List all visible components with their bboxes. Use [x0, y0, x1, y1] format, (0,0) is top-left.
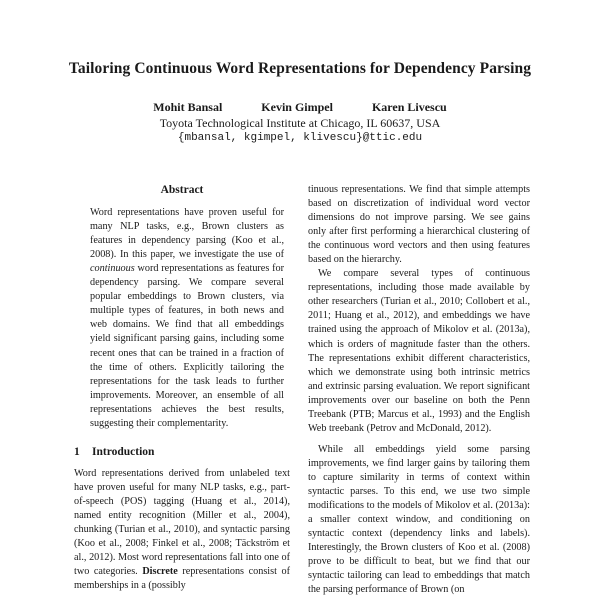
- section-title: Introduction: [92, 445, 155, 458]
- intro-paragraph: [74, 467, 290, 593]
- author-name: Karen Livescu: [371, 100, 447, 114]
- left-column: [74, 183, 290, 593]
- intro-paragraph: We compare several types of continuous representations, including those made available by other researchers (Turian et al., 2010; Collobert et al., 2011; Huang et al., 2012), and embeddings we have trained using the approach of Mikolov et al. (2013a), which is orders of magnitude faster than the others. The representations exhibit different characteristics, which we demonstrate using both intrinsic metrics and extrinsic parsing evaluation. We report significant improvements over our baseline on both the Penn Treebank (PTB; Marcus et al., 1993) and the English Web treebank (Petrov and McDonald, 2012).: [308, 268, 530, 434]
- intro-paragraph: While all embeddings yield some parsing improvements, we find larger gains by tailoring them to capture similarity in terms of context within syntactic parses. To this end, we use two simple modifications to the models of Mikolov et al. (2013a): a smaller context window, and conditioning on syntactic context (dependency links and labels). Interestingly, the Brown clusters of Koo et al. (2008) prove to be difficult to beat, but we find that our syntactic tailoring can lead to embeddings that match the parsing performance of Brown (on: [308, 443, 530, 596]
- intro-text-start: Word representations derived from unlabeled text have proven useful for many NLP tasks, e.g., part-of-speech (POS) tagging (Huang et al., 2014), named entity recognition (Miller et al., 2004), chunking (Turian et al., 2010), and syntactic parsing (Koo et al., 2008; Finkel et al., 2008; Täckström et al., 2012). Most word representations fall into one of two categories.: [74, 467, 290, 578]
- paper-title: Tailoring Continuous Word Representations for Dependency Parsing: [68, 60, 532, 77]
- author-name: Mohit Bansal: [153, 100, 223, 114]
- author-affiliation: Toyota Technological Institute at Chicago, IL 60637, USA: [159, 116, 441, 130]
- intro-bold-term: Discrete: [142, 566, 178, 578]
- abstract-heading: Abstract: [160, 184, 204, 196]
- section-heading: [74, 445, 290, 459]
- right-column: [308, 183, 530, 597]
- abstract-text: [90, 206, 284, 431]
- author-name: Kevin Gimpel: [261, 100, 333, 114]
- abstract-text-start: Word representations have proven useful for many NLP tasks, e.g., Brown clusters as features in dependency parsing (Koo et al., 2008). In this paper, we investigate the use of: [90, 207, 284, 261]
- section-number: 1: [74, 445, 80, 458]
- abstract-emphasis: continuous: [90, 263, 135, 275]
- abstract-text-end: word representations as features for dependency parsing. We compare several popular embeddings to Brown clusters, via multiple types of features, in both news and web domains. We find that all embeddings yield significant parsing gains, including some recent ones that can be trained in a fraction of the time of others. Explicitly tailoring the representations for the task leads to further improvements. Moreover, an ensemble of all representations achieves the best results, suggesting their complementarity.: [90, 263, 284, 429]
- author-emails: {mbansal, kgimpel, klivescu}@ttic.edu: [177, 132, 423, 144]
- author-list: [0, 100, 600, 115]
- intro-text-end: representations consist of memberships in a (possibly: [74, 566, 290, 592]
- intro-paragraph: tinuous representations. We find that simple attempts based on discretization of individual word vector dimensions do not improve parsing. We see gains only after first performing a hierarchical clustering of the continuous word vectors and then using features based on the hierarchy.: [308, 184, 530, 266]
